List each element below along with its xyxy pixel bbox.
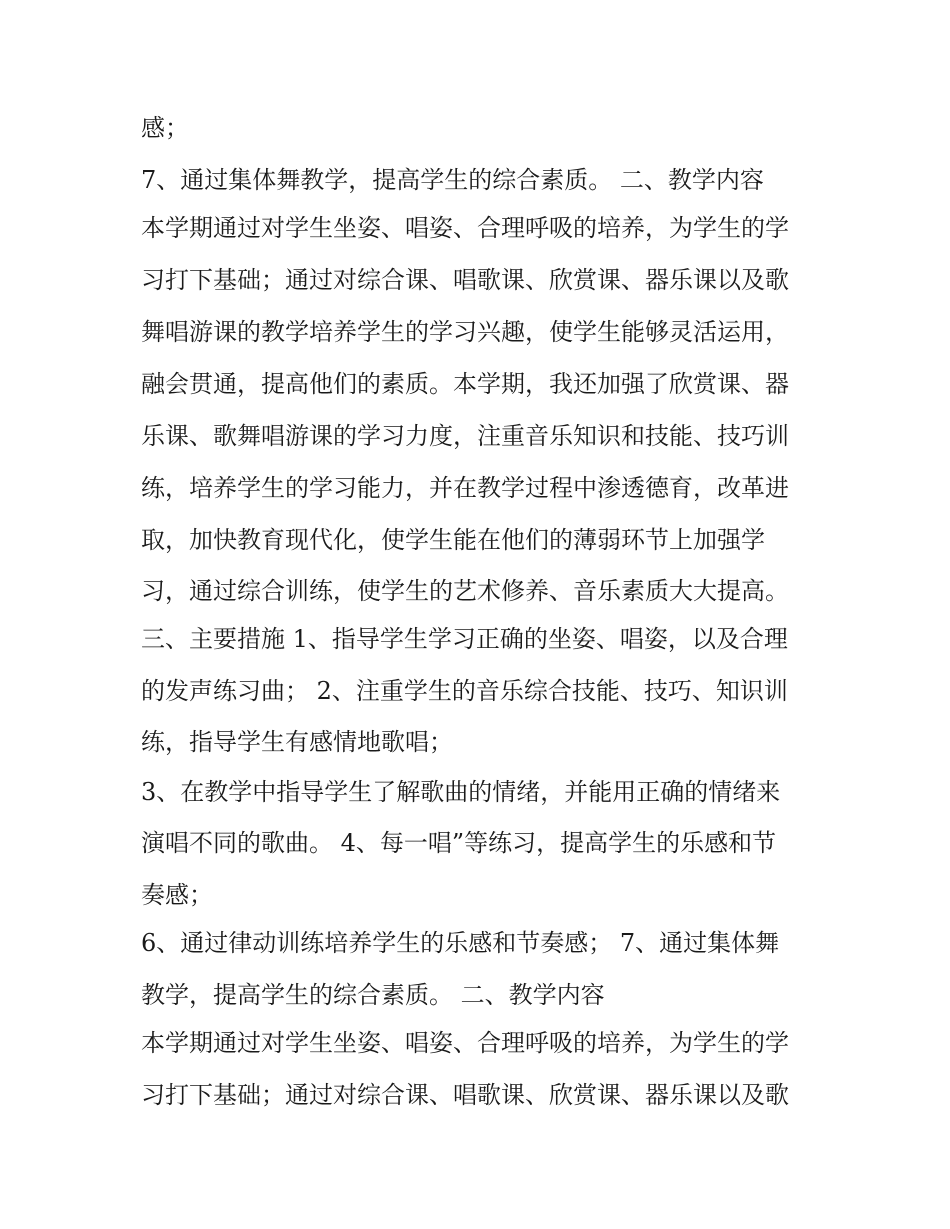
text-line: 舞唱游课的教学培养学生的学习兴趣，使学生能够灵活运用， — [141, 318, 789, 346]
text-line: 练，培养学生的学习能力，并在教学过程中渗透德育，改革进 — [141, 474, 789, 502]
text-line: 取，加快教育现代化，使学生能在他们的薄弱环节上加强学 — [141, 526, 765, 554]
text-line: 融会贯通，提高他们的素质。本学期，我还加强了欣赏课、器 — [141, 370, 789, 398]
text-line: 演唱不同的歌曲。 4、每一唱”等练习，提高学生的乐感和节 — [141, 829, 777, 857]
text-line: 本学期通过对学生坐姿、唱姿、合理呼吸的培养，为学生的学 — [141, 214, 789, 242]
text-line: 习打下基础；通过对综合课、唱歌课、欣赏课、器乐课以及歌 — [141, 266, 789, 294]
text-line: 三、主要措施 1、指导学生学习正确的坐姿、唱姿，以及合理 — [141, 625, 788, 653]
text-line: 乐课、歌舞唱游课的学习力度，注重音乐知识和技能、技巧训 — [141, 422, 789, 450]
text-line: 教学，提高学生的综合素质。 二、教学内容 — [141, 981, 605, 1009]
text-line: 习，通过综合训练，使学生的艺术修养、音乐素质大大提高。 — [141, 577, 789, 605]
text-line: 3、在教学中指导学生了解歌曲的情绪，并能用正确的情绪来 — [141, 778, 781, 806]
text-line: 习打下基础；通过对综合课、唱歌课、欣赏课、器乐课以及歌 — [141, 1081, 789, 1109]
text-line: 的发声练习曲； 2、注重学生的音乐综合技能、技巧、知识训 — [141, 677, 788, 705]
text-line: 练，指导学生有感情地歌唱； — [141, 728, 453, 756]
text-line: 本学期通过对学生坐姿、唱姿、合理呼吸的培养，为学生的学 — [141, 1029, 789, 1057]
text-line: 7、通过集体舞教学，提高学生的综合素质。 二、教学内容 — [141, 166, 764, 194]
text-line: 感； — [141, 114, 189, 142]
text-line: 6、通过律动训练培养学生的乐感和节奏感； 7、通过集体舞 — [141, 929, 780, 957]
text-line: 奏感； — [141, 881, 213, 909]
